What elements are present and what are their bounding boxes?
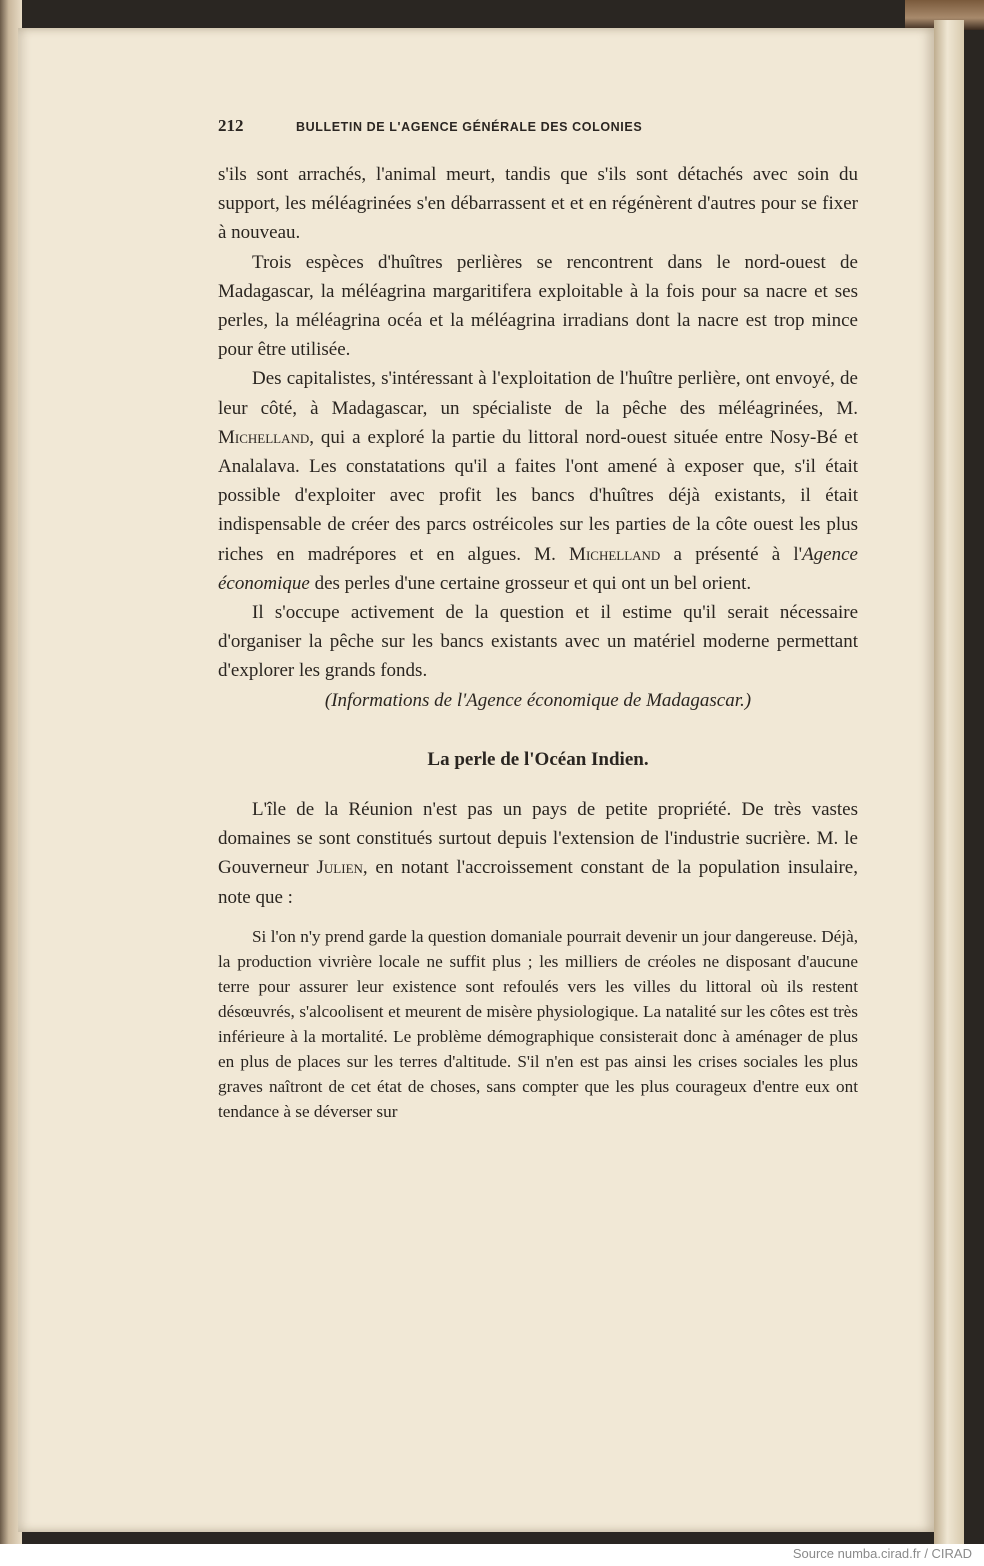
person-name: Michelland <box>218 426 310 448</box>
person-name: Michelland <box>569 543 661 565</box>
paragraph-5-part-b: , en notant l'accroissement constant de la population insulaire, note que : <box>218 857 858 908</box>
adjacent-page-edge <box>934 20 964 1544</box>
citation <box>218 686 858 715</box>
page-number: 212 <box>218 116 244 135</box>
agency-name: Agence économique <box>218 543 858 594</box>
paragraph-5 <box>218 795 858 912</box>
paragraph-4: Il s'occupe activement de la question et il estime qu'il serait nécessaire d'organiser la pêche sur les bancs existants avec un matériel moderne permettant d'explorer les grands fonds. <box>218 602 858 682</box>
section-title: La perle de l'Océan Indien. <box>427 748 649 770</box>
paragraph-1: s'ils sont arrachés, l'animal meurt, tandis que s'ils sont détachés avec soin du support, les méléagrinées s'en débarrassent et et en régénèrent d'autres pour se fixer à nouveau. <box>218 164 858 244</box>
person-name: Julien <box>316 857 363 879</box>
paragraph-3-part-c: a présenté à l' <box>660 543 803 565</box>
paragraph-3-part-a: Des capitalistes, s'intéressant à l'exploitation de l'huître perlière, ont envoyé, de leur côté, à Madagascar, un spécialiste de la pêche des méléagrinées, M. <box>218 368 858 419</box>
running-head: BULLETIN DE L'AGENCE GÉNÉRALE DES COLONIES <box>296 120 643 134</box>
page-header <box>218 116 758 136</box>
citation-text: (Informations de l'Agence économique de Madagascar.) <box>324 689 752 711</box>
source-bar <box>0 1544 984 1566</box>
source-credit: Source numba.cirad.fr / CIRAD <box>792 1546 972 1561</box>
body-text <box>218 160 858 1124</box>
paragraph-3 <box>218 364 858 598</box>
paragraph-2: Trois espèces d'huîtres perlières se rencontrent dans le nord-ouest de Madagascar, la méléagrina margaritifera exploitable à la fois pour sa nacre et ses perles, la méléagrina océa et la méléagrina irradians dont la nacre est trop mince pour être utilisée. <box>218 251 858 361</box>
paragraph-3-part-d: des perles d'une certaine grosseur et qui ont un bel orient. <box>309 572 752 594</box>
paragraph-5-part-a: L'île de la Réunion n'est pas un pays de petite propriété. De très vastes domaines se sont constitués surtout depuis l'extension de l'industrie sucrière. M. le Gouverneur <box>218 799 858 879</box>
block-quote: Si l'on n'y prend garde la question domaniale pourrait devenir un jour dangereuse. Déjà, la production vivrière locale ne suffit plus ; les milliers de créoles ne disposant d'aucune terre pour assurer leur existence sont refoulés vers les villes du littoral où ils restent désœuvrés, s'alcoolisent et meurent de misère physiologique. La natalité sur les côtes est très inférieure à la mortalité. Le problème démographique consisterait donc à aménager de plus en plus de places sur les terres d'altitude. S'il n'en est pas ainsi les crises sociales les plus graves naîtront de cet état de choses, sans compter que les plus courageux d'entre eux ont tendance à se déverser sur <box>218 926 858 1121</box>
paragraph-3-part-b: , qui a exploré la partie du littoral nord-ouest située entre Nosy-Bé et Analalava. Les constatations qu'il a faites l'ont amené à exposer que, s'il était possible d'exploiter avec profit les bancs d'huîtres déjà existants, il était indispensable de créer des parcs ostréicoles sur les parties de la côte ouest les plus riches en madrépores et en algues. M. <box>218 426 858 565</box>
